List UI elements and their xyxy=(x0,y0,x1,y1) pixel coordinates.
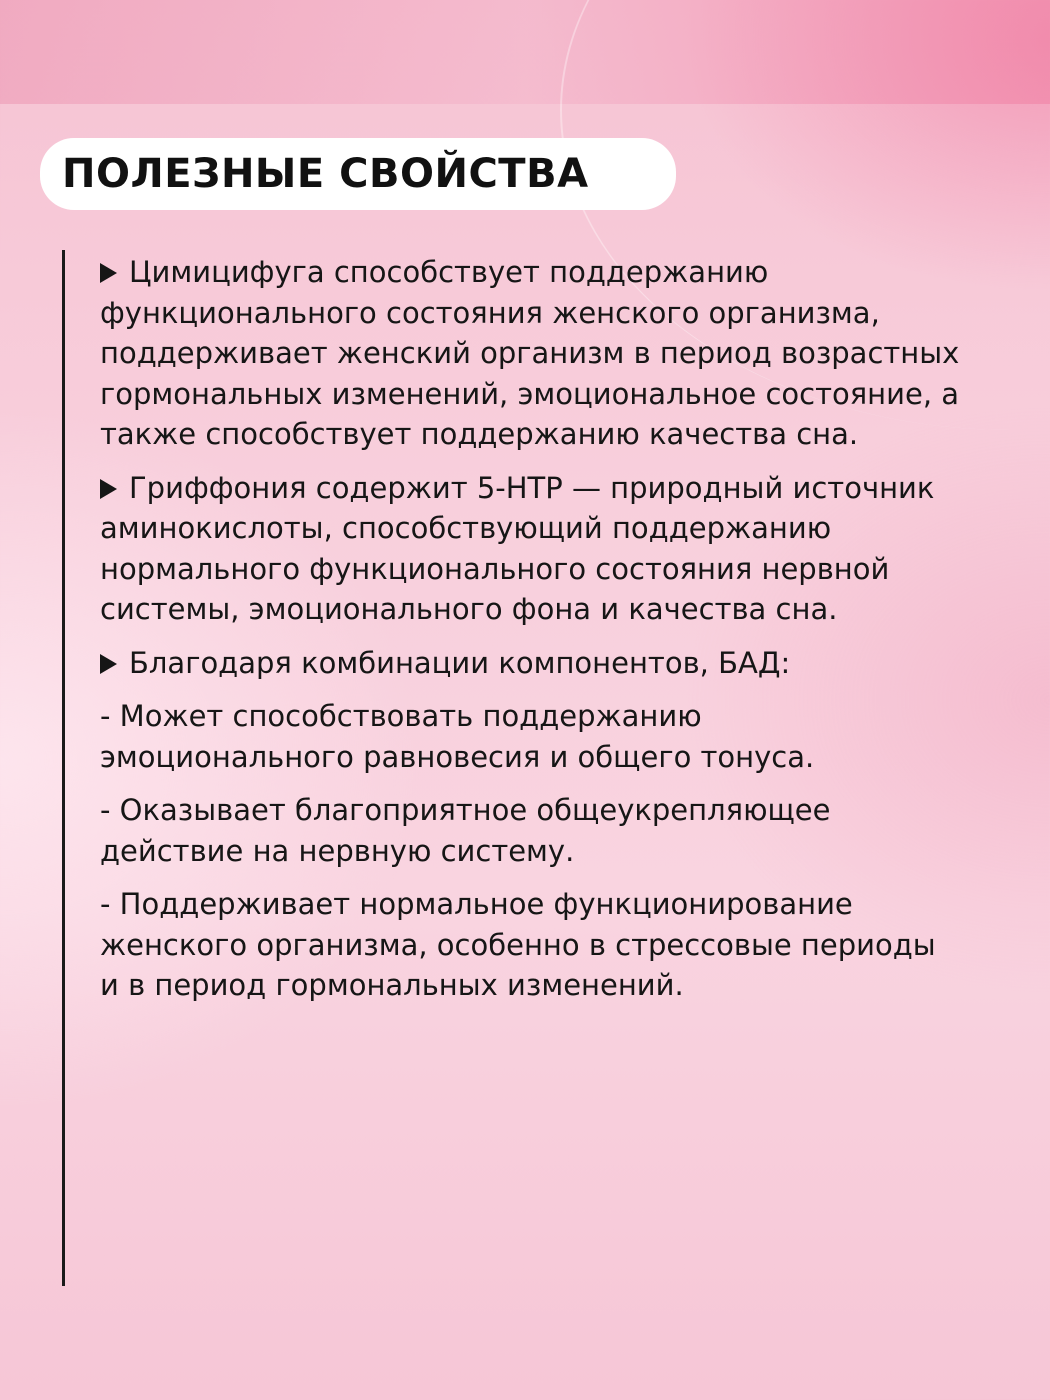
property-sub-item xyxy=(100,884,960,1006)
property-text: - Оказывает благоприятное общеукрепляющее действие на нервную систему. xyxy=(100,793,831,868)
property-item xyxy=(100,252,960,455)
properties-list xyxy=(100,252,960,1019)
property-text: - Может способствовать поддержанию эмоционального равновесия и общего тонуса. xyxy=(100,699,815,774)
property-text: - Поддерживает нормальное функционирование женского организма, особенно в стрессовые периоды и в период гормональных изменений. xyxy=(100,887,936,1002)
heading-pill xyxy=(40,138,676,210)
property-text: Цимицифуга способствует поддержанию функционального состояния женского организма, поддерживает женский организм в период возрастных гормональных изменений, эмоциональное состояние, а также способствует поддержанию качества сна. xyxy=(100,255,960,451)
property-text: Благодаря комбинации компонентов, БАД: xyxy=(129,645,791,680)
property-sub-item xyxy=(100,790,960,871)
page-title: ПОЛЕЗНЫЕ СВОЙСТВА xyxy=(62,151,589,197)
triangle-bullet-icon xyxy=(100,263,117,283)
triangle-bullet-icon xyxy=(100,654,117,674)
property-text: Гриффония содержит 5-HTP — природный источник аминокислоты, способствующий поддержанию нормального функционального состояния нервной системы, эмоционального фона и качества сна. xyxy=(100,470,935,626)
property-sub-item xyxy=(100,696,960,777)
property-item xyxy=(100,643,960,684)
property-item xyxy=(100,468,960,630)
vertical-divider-line xyxy=(62,250,65,1286)
triangle-bullet-icon xyxy=(100,479,117,499)
